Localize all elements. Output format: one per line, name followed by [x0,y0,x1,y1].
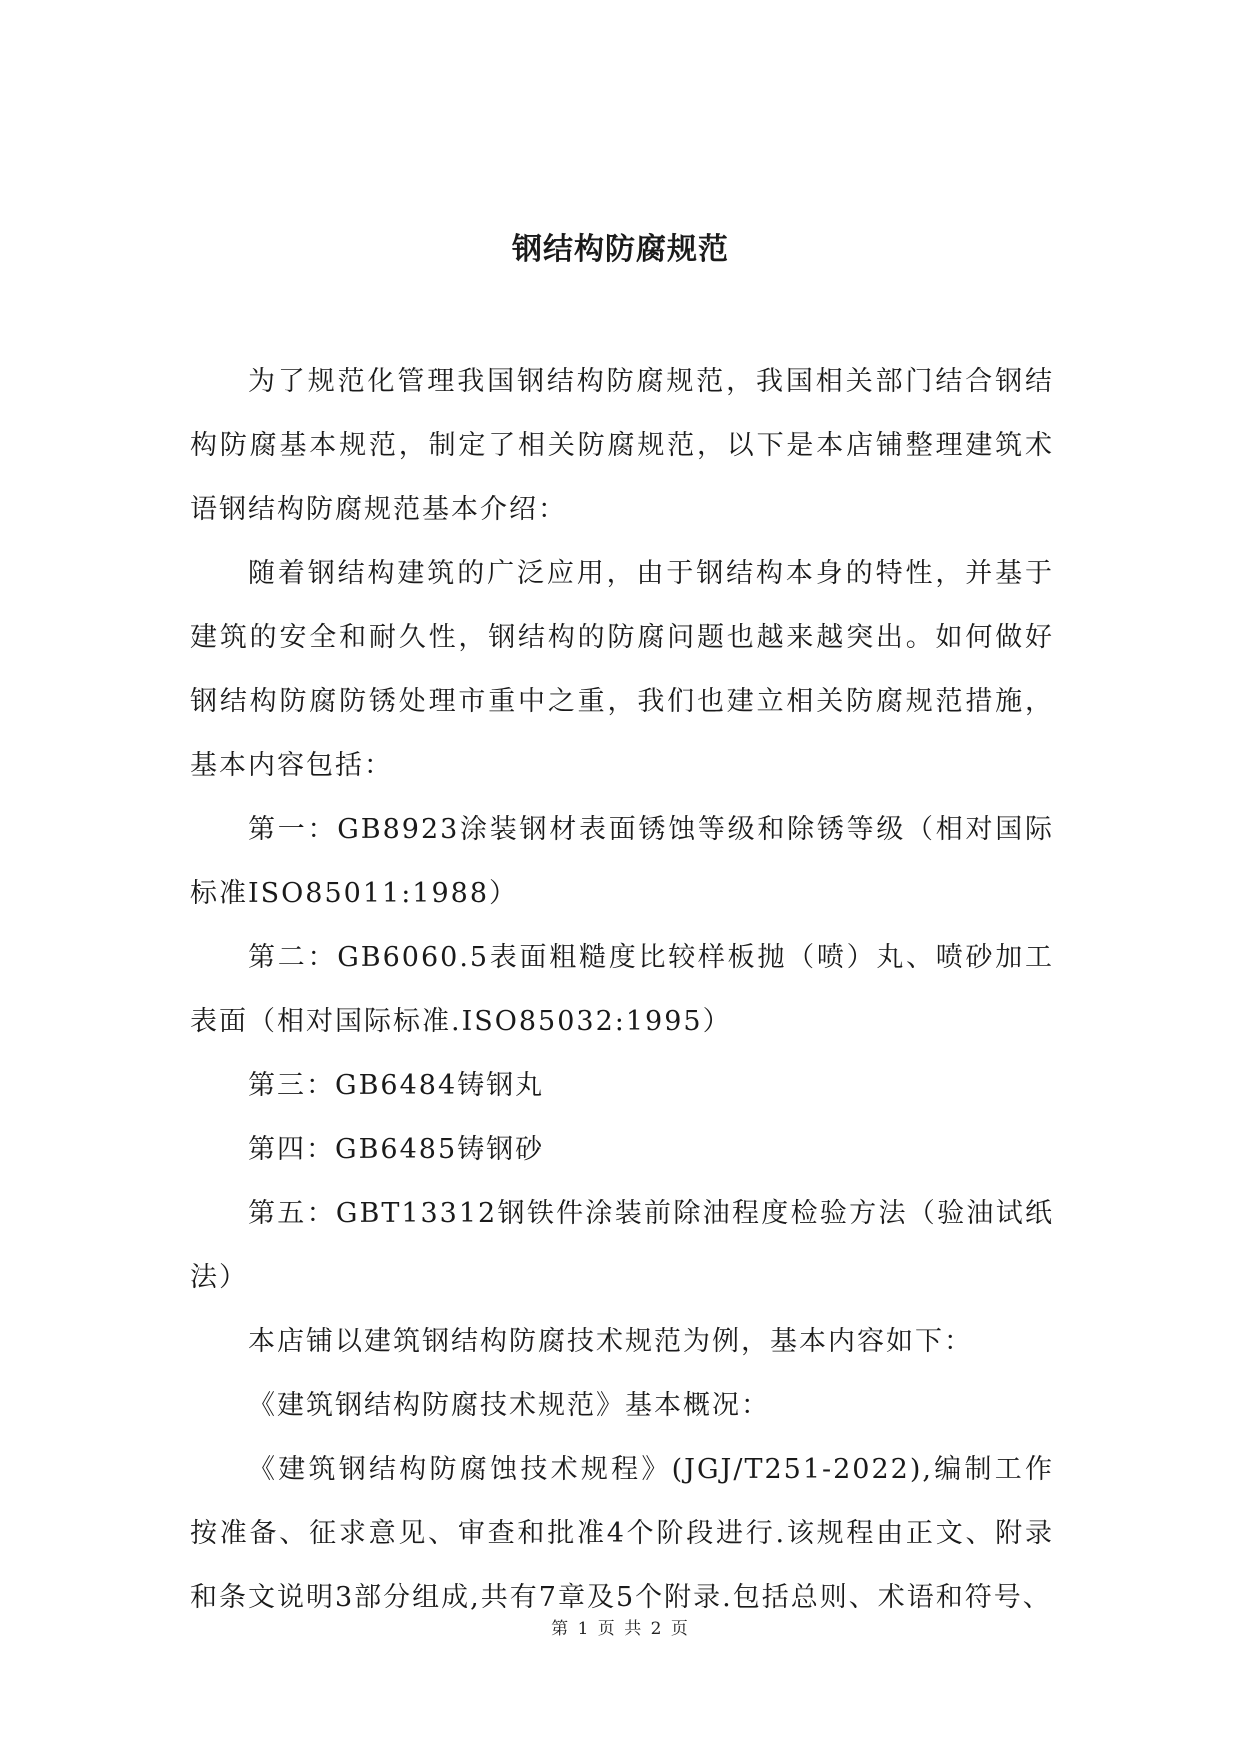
paragraph-overview-body: 《建筑钢结构防腐蚀技术规程》(JGJ/T251-2022),编制工作按准备、征求意见、审查和批准4个阶段进行.该规程由正文、附录和条文说明3部分组成,共有7章及5个附录.包括总则、术语和符号、 [190,1454,1054,1613]
document-body [190,350,1054,1630]
paragraph-standard-1: 第一：GB8923涂装钢材表面锈蚀等级和除锈等级（相对国际标准ISO85011:1988） [190,814,1054,909]
paragraph-standard-5: 第五：GBT13312钢铁件涂装前除油程度检验方法（验油试纸法） [190,1198,1054,1293]
page-number-footer: 第 1 页 共 2 页 [551,1619,690,1639]
paragraph-overview-heading: 《建筑钢结构防腐技术规范》基本概况： [248,1390,770,1421]
paragraph-standard-2: 第二：GB6060.5表面粗糙度比较样板抛（喷）丸、喷砂加工表面（相对国际标准.ISO85032:1995） [190,942,1054,1037]
paragraph-background: 随着钢结构建筑的广泛应用，由于钢结构本身的特性，并基于建筑的安全和耐久性，钢结构的防腐问题也越来越突出。如何做好钢结构防腐防锈处理市重中之重，我们也建立相关防腐规范措施，基本内容包括： [190,558,1054,781]
paragraph-standard-4: 第四：GB6485铸钢砂 [248,1134,545,1165]
document-title: 钢结构防腐规范 [512,232,729,267]
paragraph-intro: 为了规范化管理我国钢结构防腐规范，我国相关部门结合钢结构防腐基本规范，制定了相关防腐规范，以下是本店铺整理建筑术语钢结构防腐规范基本介绍： [190,366,1054,525]
paragraph-example-intro: 本店铺以建筑钢结构防腐技术规范为例，基本内容如下： [248,1326,973,1357]
paragraph-standard-3: 第三：GB6484铸钢丸 [248,1070,545,1101]
